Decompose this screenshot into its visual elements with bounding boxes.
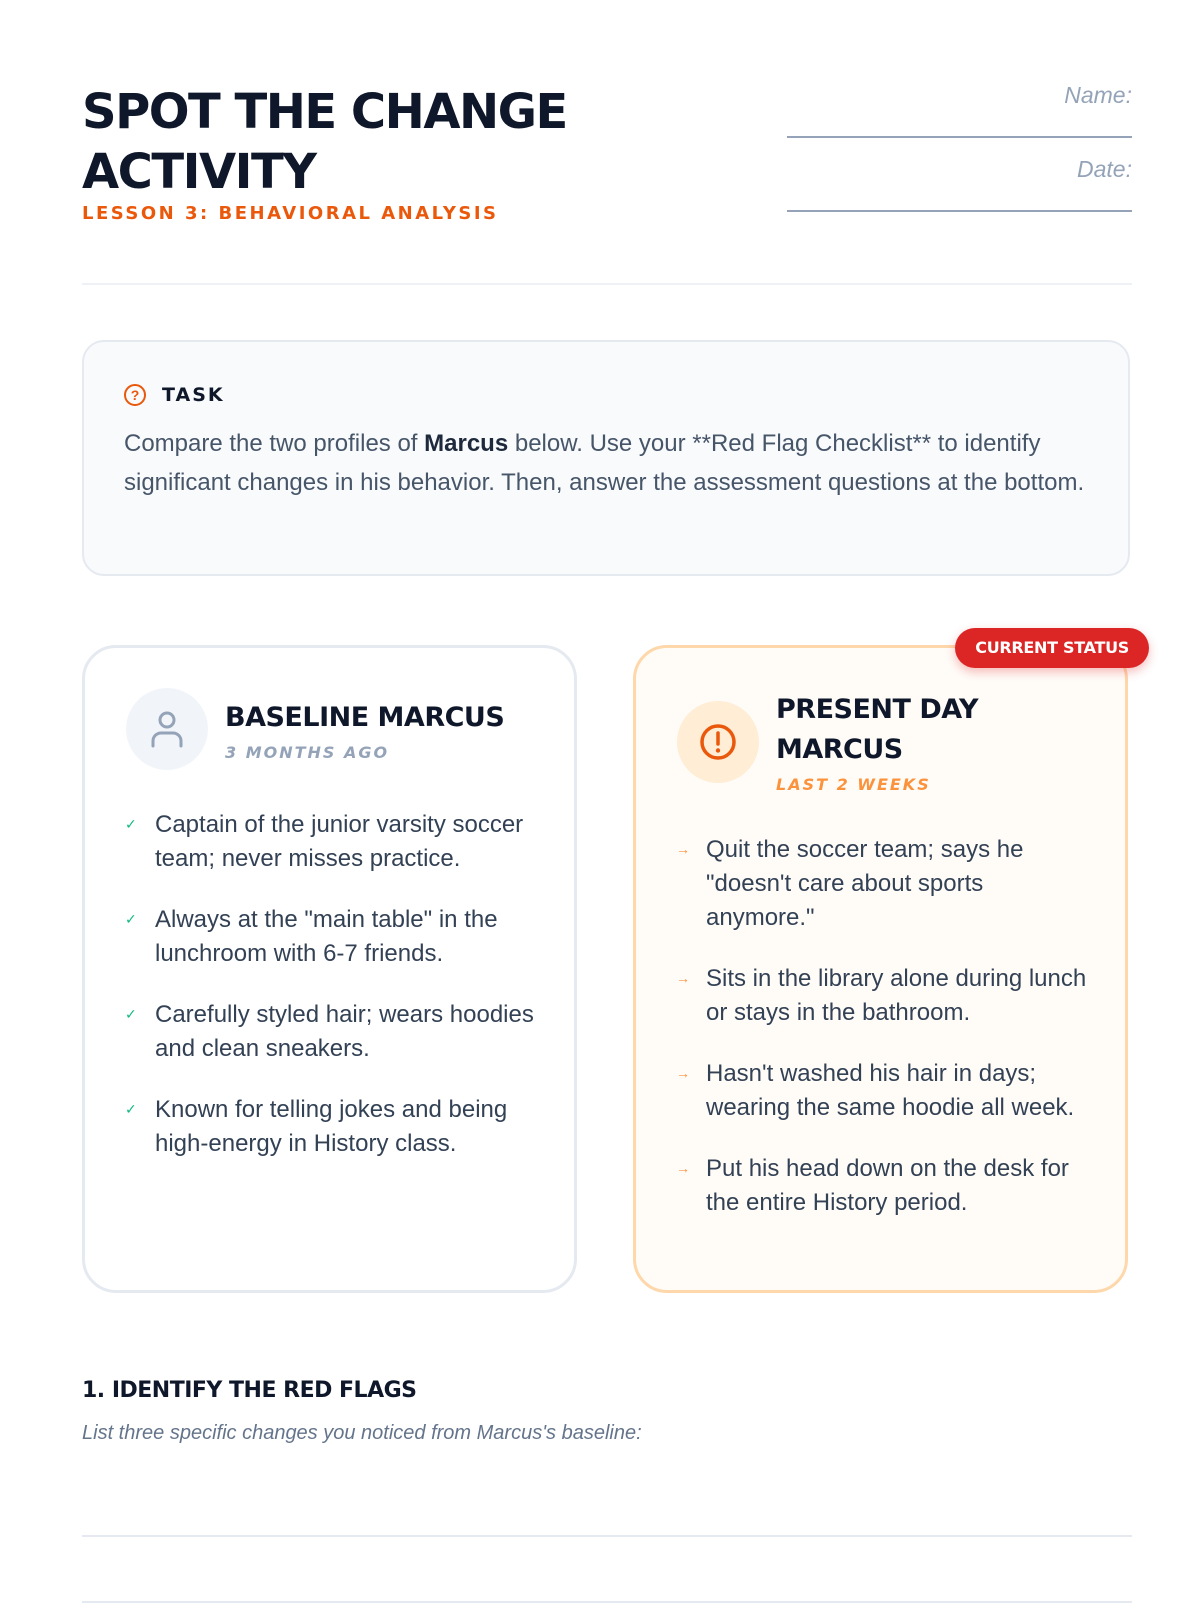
list-item-text: Hasn't washed his hair in days; wearing the same hoodie all week. [706,1060,1075,1121]
name-date-fields [787,82,1132,230]
date-label: Date: [1077,156,1132,182]
check-icon: ✓ [125,816,137,832]
list-item [125,998,544,1066]
list-item-text: Put his head down on the desk for the entire History period. [706,1155,1069,1216]
present-list [676,833,1095,1247]
task-label: TASK [162,384,225,406]
list-item [125,1093,544,1161]
arrow-right-icon: → [676,970,690,986]
answer-line-1[interactable] [82,1535,1132,1537]
task-box [82,340,1130,576]
name-field[interactable] [787,82,1132,156]
list-item [676,1152,1095,1220]
baseline-timeframe: 3 MONTHS AGO [225,743,390,762]
list-item [125,808,544,876]
header-divider [82,283,1132,285]
name-label: Name: [1064,82,1132,108]
task-header [124,380,1088,410]
alert-circle-icon [677,701,759,783]
task-instructions: Compare the two profiles of Marcus below. Use your **Red Flag Checklist** to identify significant changes in his behavior. Then, answer the assessment questions at the bottom. [124,430,1085,496]
check-icon: ✓ [125,1006,137,1022]
list-item [676,962,1095,1030]
list-item-text: Always at the "main table" in the lunchroom with 6-7 friends. [155,906,498,967]
check-icon: ✓ [125,911,137,927]
list-item [125,903,544,971]
baseline-list [125,808,544,1188]
date-field[interactable] [787,156,1132,230]
arrow-right-icon: → [676,1160,690,1176]
baseline-title: BASELINE MARCUS [225,702,505,733]
list-item-text: Known for telling jokes and being high-energy in History class. [155,1096,508,1157]
present-card [633,638,1129,1293]
page-title: SPOT THE CHANGE ACTIVITY [82,84,567,200]
section-1-title: 1. IDENTIFY THE RED FLAGS [82,1378,417,1403]
list-item-text: Captain of the junior varsity soccer team; never misses practice. [155,811,524,872]
list-item-text: Carefully styled hair; wears hoodies and clean sneakers. [155,1001,534,1062]
current-status-badge: CURRENT STATUS [955,628,1149,668]
baseline-card [82,645,577,1293]
list-item-text: Sits in the library alone during lunch or stays in the bathroom. [706,965,1087,1026]
name-write-line [787,136,1132,138]
list-item [676,833,1095,935]
arrow-right-icon: → [676,1065,690,1081]
list-item [676,1057,1095,1125]
present-timeframe: LAST 2 WEEKS [776,775,931,794]
list-item-text: Quit the soccer team; says he "doesn't care about sports anymore." [706,836,1024,931]
student-name: Marcus [424,430,509,457]
date-write-line [787,210,1132,212]
check-icon: ✓ [125,1101,137,1117]
worksheet-page [82,0,1132,1600]
section-1-hint: List three specific changes you noticed from Marcus's baseline: [82,1422,642,1444]
user-icon [126,688,208,770]
present-title: PRESENT DAY MARCUS [776,694,979,765]
lesson-subtitle: LESSON 3: BEHAVIORAL ANALYSIS [82,203,499,224]
arrow-right-icon: → [676,841,690,857]
question-circle-icon: ? [124,384,146,406]
